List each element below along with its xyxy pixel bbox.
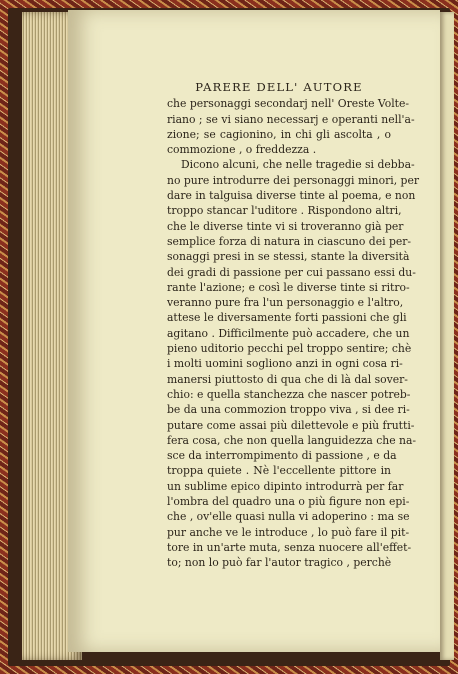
text-line: rante l'azione; e così le diverse tinte si ritro-: [167, 280, 410, 294]
text-line: riano ; se vi siano necessarj e operanti nell'a-: [167, 112, 415, 126]
text-line: no pure introdurre dei personaggi minori, per: [167, 173, 420, 187]
text-line: semplice forza di natura in ciascuno dei per-: [167, 234, 412, 248]
text-line: che personaggi secondarj nell' Oreste Volte-: [167, 97, 410, 111]
page-heading: PARERE DELL' AUTORE: [195, 80, 363, 94]
text-line: putare come assai più dilettevole e più frutti-: [167, 418, 415, 432]
text-line: pieno uditorio pecchi pel troppo sentire; chè: [167, 342, 412, 356]
text-line: manersi piuttosto di qua che di là dal sover-: [167, 372, 408, 386]
next-page-edge: [440, 12, 454, 660]
text-line: zione; se cagionino, in chi gli ascolta , o: [167, 127, 391, 141]
text-line: fera cosa, che non quella languidezza che na-: [167, 433, 417, 447]
text-line: troppo stancar l'uditore . Rispondono altri,: [167, 204, 402, 218]
text-line: che , ov'elle quasi nulla vi adoperino : ma se: [167, 510, 410, 524]
text-line: attese le diversamente forti passioni che gli: [167, 311, 407, 325]
text-line: tore in un'arte muta, senza nuocere all'effet-: [167, 540, 412, 554]
text-line: dei gradi di passione per cui passano essi du-: [167, 265, 416, 279]
text-line: dare in talguisa diverse tinte al poema, e non: [167, 189, 416, 203]
page-text-block: [167, 80, 420, 571]
text-line: commozione , o freddezza .: [167, 143, 317, 157]
text-line: chio: e quella stanchezza che nascer potreb-: [167, 387, 411, 401]
text-line: pur anche ve le introduce , lo può fare il pit-: [167, 525, 410, 539]
text-line: to; non lo può far l'autor tragico , perchè: [167, 556, 392, 570]
text-line: sonaggi presi in se stessi, stante la diversità: [167, 250, 410, 264]
text-line: sce da interrompimento di passione , e da: [167, 449, 397, 463]
text-line: agitano . Difficilmente può accadere, che un: [167, 326, 410, 340]
text-line: un sublime epico dipinto introdurrà per far: [167, 479, 404, 493]
text-line: troppa quiete . Nè l'eccellente pittore in: [167, 464, 391, 478]
text-line: i molti uomini sogliono anzi in ogni cosa ri-: [167, 357, 403, 371]
text-line: Dicono alcuni, che nelle tragedie si debba-: [181, 158, 415, 172]
text-line: che le diverse tinte vi si troveranno già per: [167, 219, 404, 233]
body-text: [167, 96, 420, 570]
text-line: veranno pure fra l'un personaggio e l'altro,: [167, 296, 404, 310]
text-line: be da una commozion troppo viva , si dee ri-: [167, 403, 410, 417]
text-line: l'ombra del quadro una o più figure non epi-: [167, 495, 410, 509]
